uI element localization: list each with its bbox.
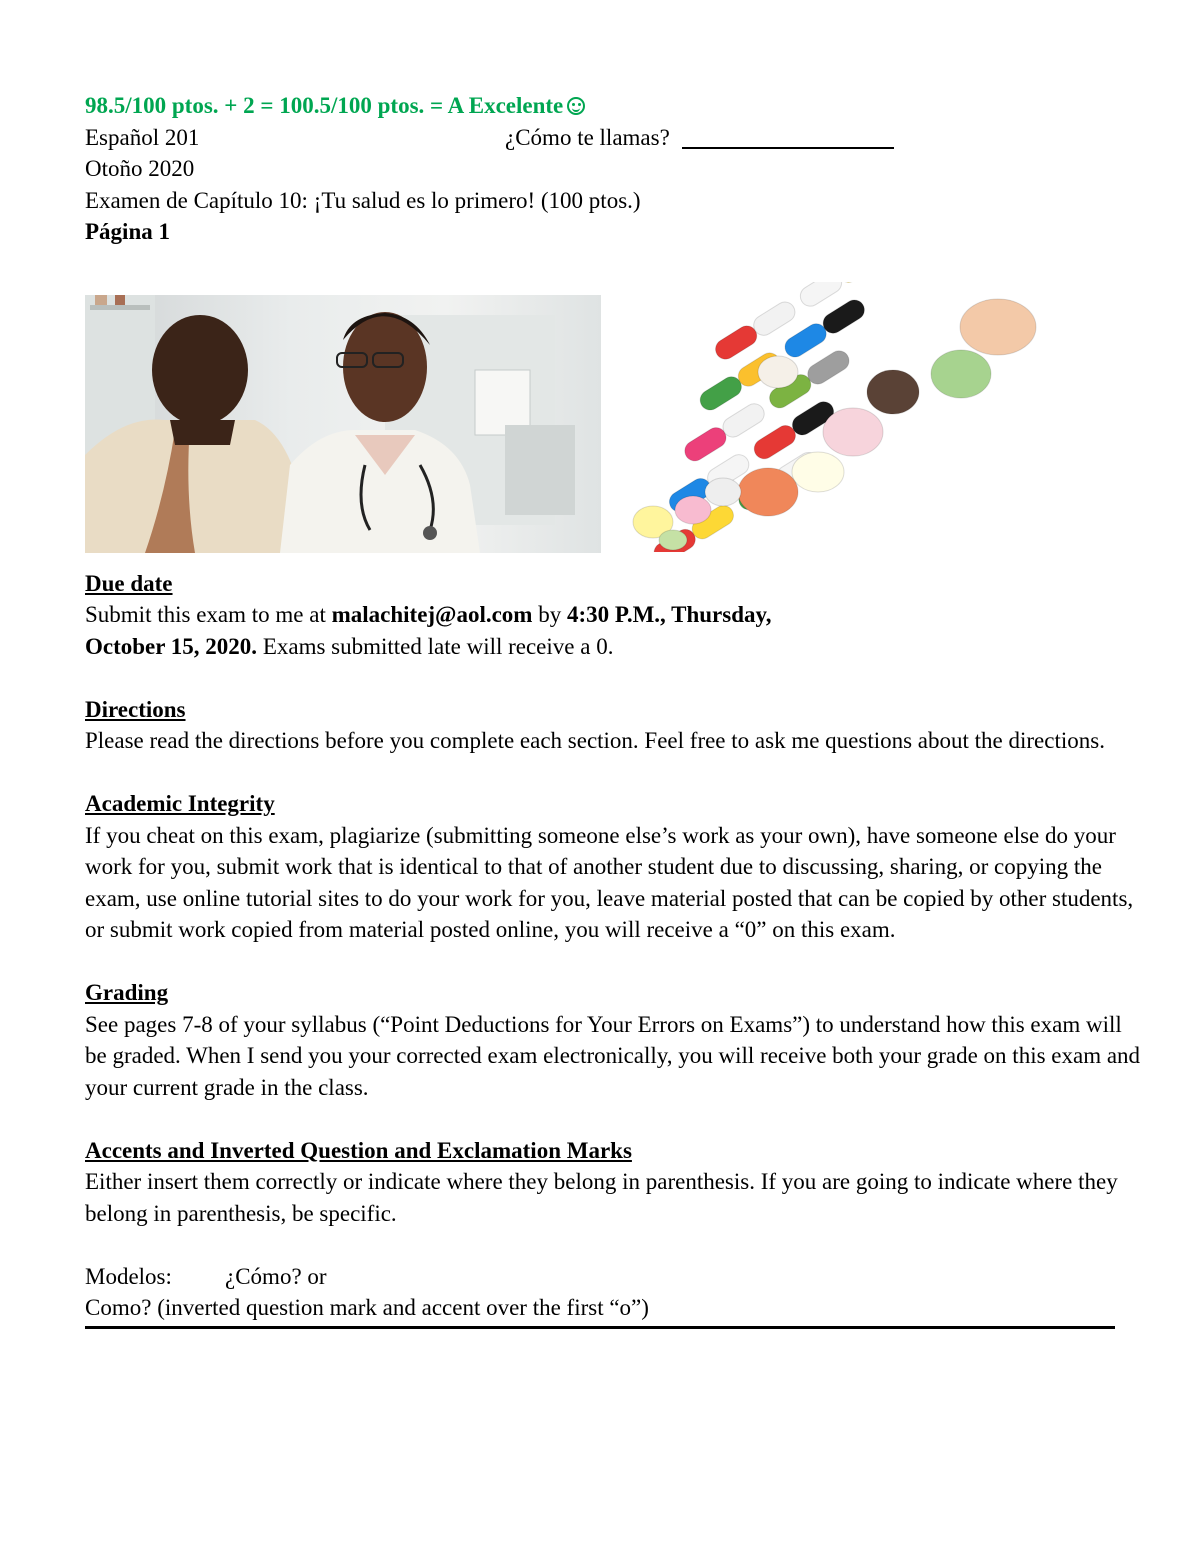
due-time: 4:30 P.M., Thursday,: [566, 602, 772, 627]
model-example-1: ¿Cómo? or: [225, 1263, 327, 1289]
grading-heading: Grading: [85, 980, 169, 1005]
due-text-2: by: [532, 602, 567, 627]
divider-line: [85, 1326, 1115, 1329]
images-row: [85, 248, 1145, 558]
due-date-heading: Due date: [85, 570, 173, 596]
name-blank-field[interactable]: [682, 125, 894, 149]
smiley-icon: [567, 97, 585, 115]
directions-text: Please read the directions before you complete each section. Feel free to ask me questions about the directions.: [85, 728, 1105, 753]
due-date: October 15, 2020.: [85, 633, 258, 659]
due-date-text: [85, 599, 1145, 662]
grading-text: See pages 7-8 of your syllabus (“Point Deductions for Your Errors on Exams”) to understand how this exam will be graded. When I send you your corrected exam electronically, you will receive both your grade on this exam and your current grade in the class.: [85, 1011, 1141, 1100]
course-label: Español 201: [85, 124, 200, 150]
accents-heading: Accents and Inverted Question and Exclamation Marks: [85, 1137, 632, 1163]
pills-photo: [628, 282, 1040, 552]
models-row: [85, 1261, 1145, 1293]
academic-integrity-heading: Academic Integrity: [85, 791, 275, 816]
course-row: [85, 122, 1145, 154]
model-example-2: Como? (inverted question mark and accent over the first “o”): [85, 1295, 649, 1320]
grade-text: 98.5/100 ptos. + 2 = 100.5/100 ptos. = A Excelente: [85, 93, 564, 118]
due-text-1: Submit this exam to me at: [85, 602, 332, 627]
doctor-patient-photo: [85, 295, 601, 553]
accents-text: Either insert them correctly or indicate where they belong in parenthesis. If you are going to indicate where they belong in parenthesis, be specific.: [85, 1169, 1118, 1226]
grade-line: [85, 90, 1145, 122]
directions-heading: Directions: [85, 696, 186, 722]
name-prompt: [505, 122, 894, 154]
exam-page: [85, 90, 1145, 1329]
page-label: Página 1: [85, 219, 170, 244]
name-prompt-label: ¿Cómo te llamas?: [505, 124, 670, 150]
term-label: Otoño 2020: [85, 156, 195, 181]
models-label: Modelos:: [85, 1263, 172, 1289]
due-text-3: Exams submitted late will receive a 0.: [257, 633, 614, 659]
email-address: malachitej@aol.com: [331, 602, 533, 627]
exam-title: Examen de Capítulo 10: ¡Tu salud es lo primero! (100 ptos.): [85, 187, 641, 213]
academic-integrity-text: If you cheat on this exam, plagiarize (submitting someone else’s work as your own), have someone else do your work for you, submit work that is identical to that of another student due to discussing, sharing, or copying the exam, use online tutorial sites to do your work for you, leave material posted that can be copied by other students, or submit work copied from material posted online, you will receive a “0” on this exam.: [85, 822, 1134, 942]
